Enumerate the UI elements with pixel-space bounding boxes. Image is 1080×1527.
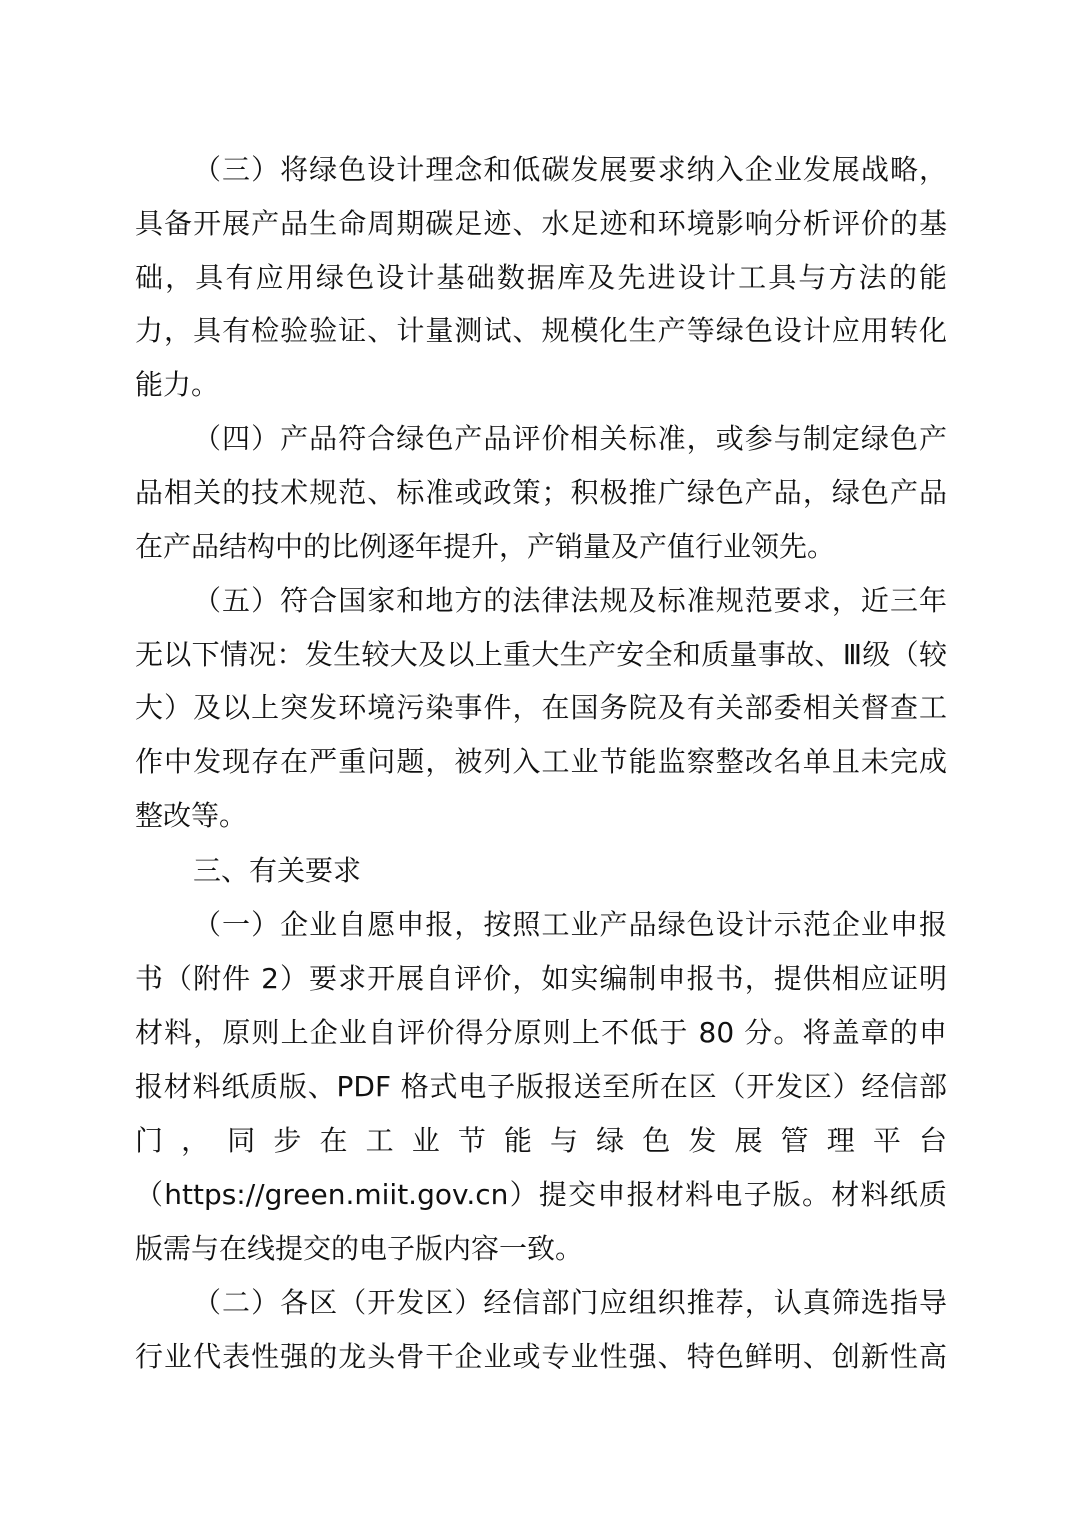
requirement-1-line-4: 报材料纸质版、PDF 格式电子版报送至所在区（开发区）经信部 — [135, 1070, 947, 1103]
requirement-1-line-5: 门 ， 同 步 在 工 业 节 能 与 绿 色 发 展 管 理 平 台 — [135, 1124, 947, 1157]
section-heading: 三、有关要求 — [193, 854, 362, 887]
paragraph-5-line-4: 作中发现存在严重问题，被列入工业节能监察整改名单且未完成 — [135, 745, 947, 778]
paragraph-3-line-3: 础，具有应用绿色设计基础数据库及先进设计工具与方法的能 — [135, 261, 947, 294]
paragraph-4-line-1: （四）产品符合绿色产品评价相关标准，或参与制定绿色产 — [193, 422, 947, 455]
paragraph-5-line-1: （五）符合国家和地方的法律法规及标准规范要求，近三年 — [193, 584, 947, 617]
paragraph-3-line-4: 力，具有检验验证、计量测试、规模化生产等绿色设计应用转化 — [135, 314, 947, 347]
requirement-2-line-2: 行业代表性强的龙头骨干企业或专业性强、特色鲜明、创新性高 — [135, 1340, 947, 1373]
paragraph-4-line-3: 在产品结构中的比例逐年提升，产销量及产值行业领先。 — [135, 530, 836, 563]
requirement-1-line-3: 材料，原则上企业自评价得分原则上不低于 80 分。将盖章的申 — [135, 1016, 947, 1049]
requirement-1-line-1: （一）企业自愿申报，按照工业产品绿色设计示范企业申报 — [193, 908, 947, 941]
requirement-1-line-6: （https://green.miit.gov.cn）提交申报材料电子版。材料纸质 — [135, 1178, 947, 1211]
paragraph-5-line-5: 整改等。 — [135, 799, 248, 832]
paragraph-3-line-5: 能力。 — [135, 368, 220, 401]
paragraph-3-line-1: （三）将绿色设计理念和低碳发展要求纳入企业发展战略， — [193, 153, 947, 186]
requirement-2-line-1: （二）各区（开发区）经信部门应组织推荐，认真筛选指导 — [193, 1286, 947, 1319]
requirement-1-line-7: 版需与在线提交的电子版内容一致。 — [135, 1232, 584, 1265]
paragraph-5-line-3: 大）及以上突发环境污染事件，在国务院及有关部委相关督查工 — [135, 691, 947, 724]
requirement-1-line-2: 书（附件 2）要求开展自评价，如实编制申报书，提供相应证明 — [135, 962, 947, 995]
paragraph-4-line-2: 品相关的技术规范、标准或政策；积极推广绿色产品，绿色产品 — [135, 476, 947, 509]
paragraph-5-line-2: 无以下情况：发生较大及以上重大生产安全和质量事故、Ⅲ级（较 — [135, 638, 947, 671]
paragraph-3-line-2: 具备开展产品生命周期碳足迹、水足迹和环境影响分析评价的基 — [135, 207, 947, 240]
